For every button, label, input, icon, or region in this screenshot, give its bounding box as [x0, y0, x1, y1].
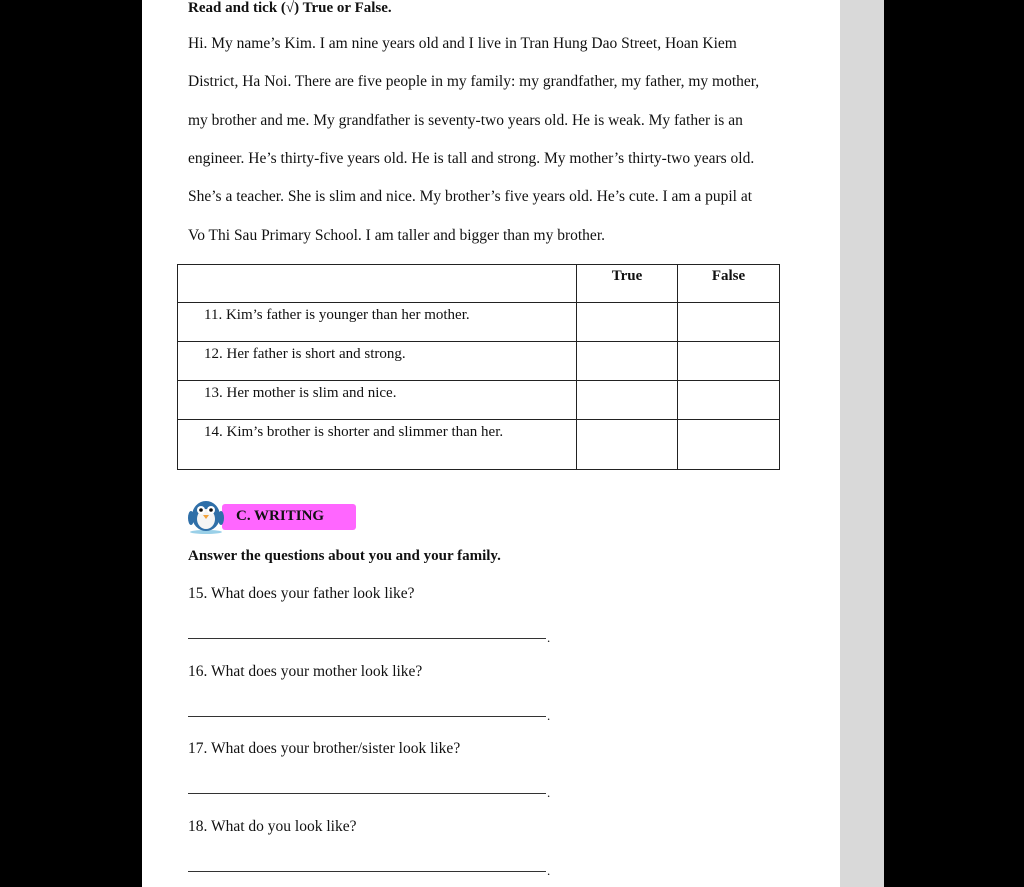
line-end-mark: .	[547, 708, 551, 723]
passage-line: my brother and me. My grandfather is seventy-two years old. He is weak. My father is an	[188, 112, 743, 129]
line-end-mark: .	[547, 863, 551, 878]
false-tick-cell[interactable]	[678, 381, 780, 420]
scrollbar-track[interactable]	[840, 0, 884, 887]
passage-line: District, Ha Noi. There are five people in my family: my grandfather, my father, my mother,	[188, 73, 760, 90]
answer-line[interactable]	[188, 716, 546, 717]
true-tick-cell[interactable]	[577, 303, 678, 342]
passage-line: Vo Thi Sau Primary School. I am taller and bigger than my brother.	[188, 227, 605, 244]
line-end-mark: .	[547, 630, 551, 645]
answer-line[interactable]	[188, 793, 546, 794]
question-text: 18. What do you look like?	[188, 818, 357, 835]
exercise-heading: Read and tick (√) True or False.	[188, 0, 392, 16]
false-tick-cell[interactable]	[678, 303, 780, 342]
passage-line: She’s a teacher. She is slim and nice. My brother’s five years old. He’s cute. I am a pupil at	[188, 188, 753, 205]
penguin-mascot-icon	[186, 494, 226, 534]
section-title: C. WRITING	[236, 508, 325, 524]
question-text: 15. What does your father look like?	[188, 585, 415, 602]
table-header-true: True	[577, 265, 678, 303]
true-tick-cell[interactable]	[577, 420, 678, 470]
table-row-statement: 14. Kim’s brother is shorter and slimmer than her.	[178, 420, 577, 470]
table-row-statement: 13. Her mother is slim and nice.	[178, 381, 577, 420]
passage-line: Hi. My name’s Kim. I am nine years old and I live in Tran Hung Dao Street, Hoan Kiem	[188, 35, 737, 52]
table-row-statement: 11. Kim’s father is younger than her mother.	[178, 303, 577, 342]
table-header-blank	[178, 265, 577, 303]
answer-line[interactable]	[188, 638, 546, 639]
false-tick-cell[interactable]	[678, 420, 780, 470]
table-header-false: False	[678, 265, 780, 303]
question-text: 16. What does your mother look like?	[188, 663, 423, 680]
writing-instruction: Answer the questions about you and your family.	[188, 548, 501, 564]
question-text: 17. What does your brother/sister look like?	[188, 740, 461, 757]
false-tick-cell[interactable]	[678, 342, 780, 381]
true-tick-cell[interactable]	[577, 342, 678, 381]
table-row-statement: 12. Her father is short and strong.	[178, 342, 577, 381]
line-end-mark: .	[547, 785, 551, 800]
true-tick-cell[interactable]	[577, 381, 678, 420]
true-false-table	[177, 264, 780, 470]
answer-line[interactable]	[188, 871, 546, 872]
passage-line: engineer. He’s thirty-five years old. He is tall and strong. My mother’s thirty-two years old.	[188, 150, 755, 167]
